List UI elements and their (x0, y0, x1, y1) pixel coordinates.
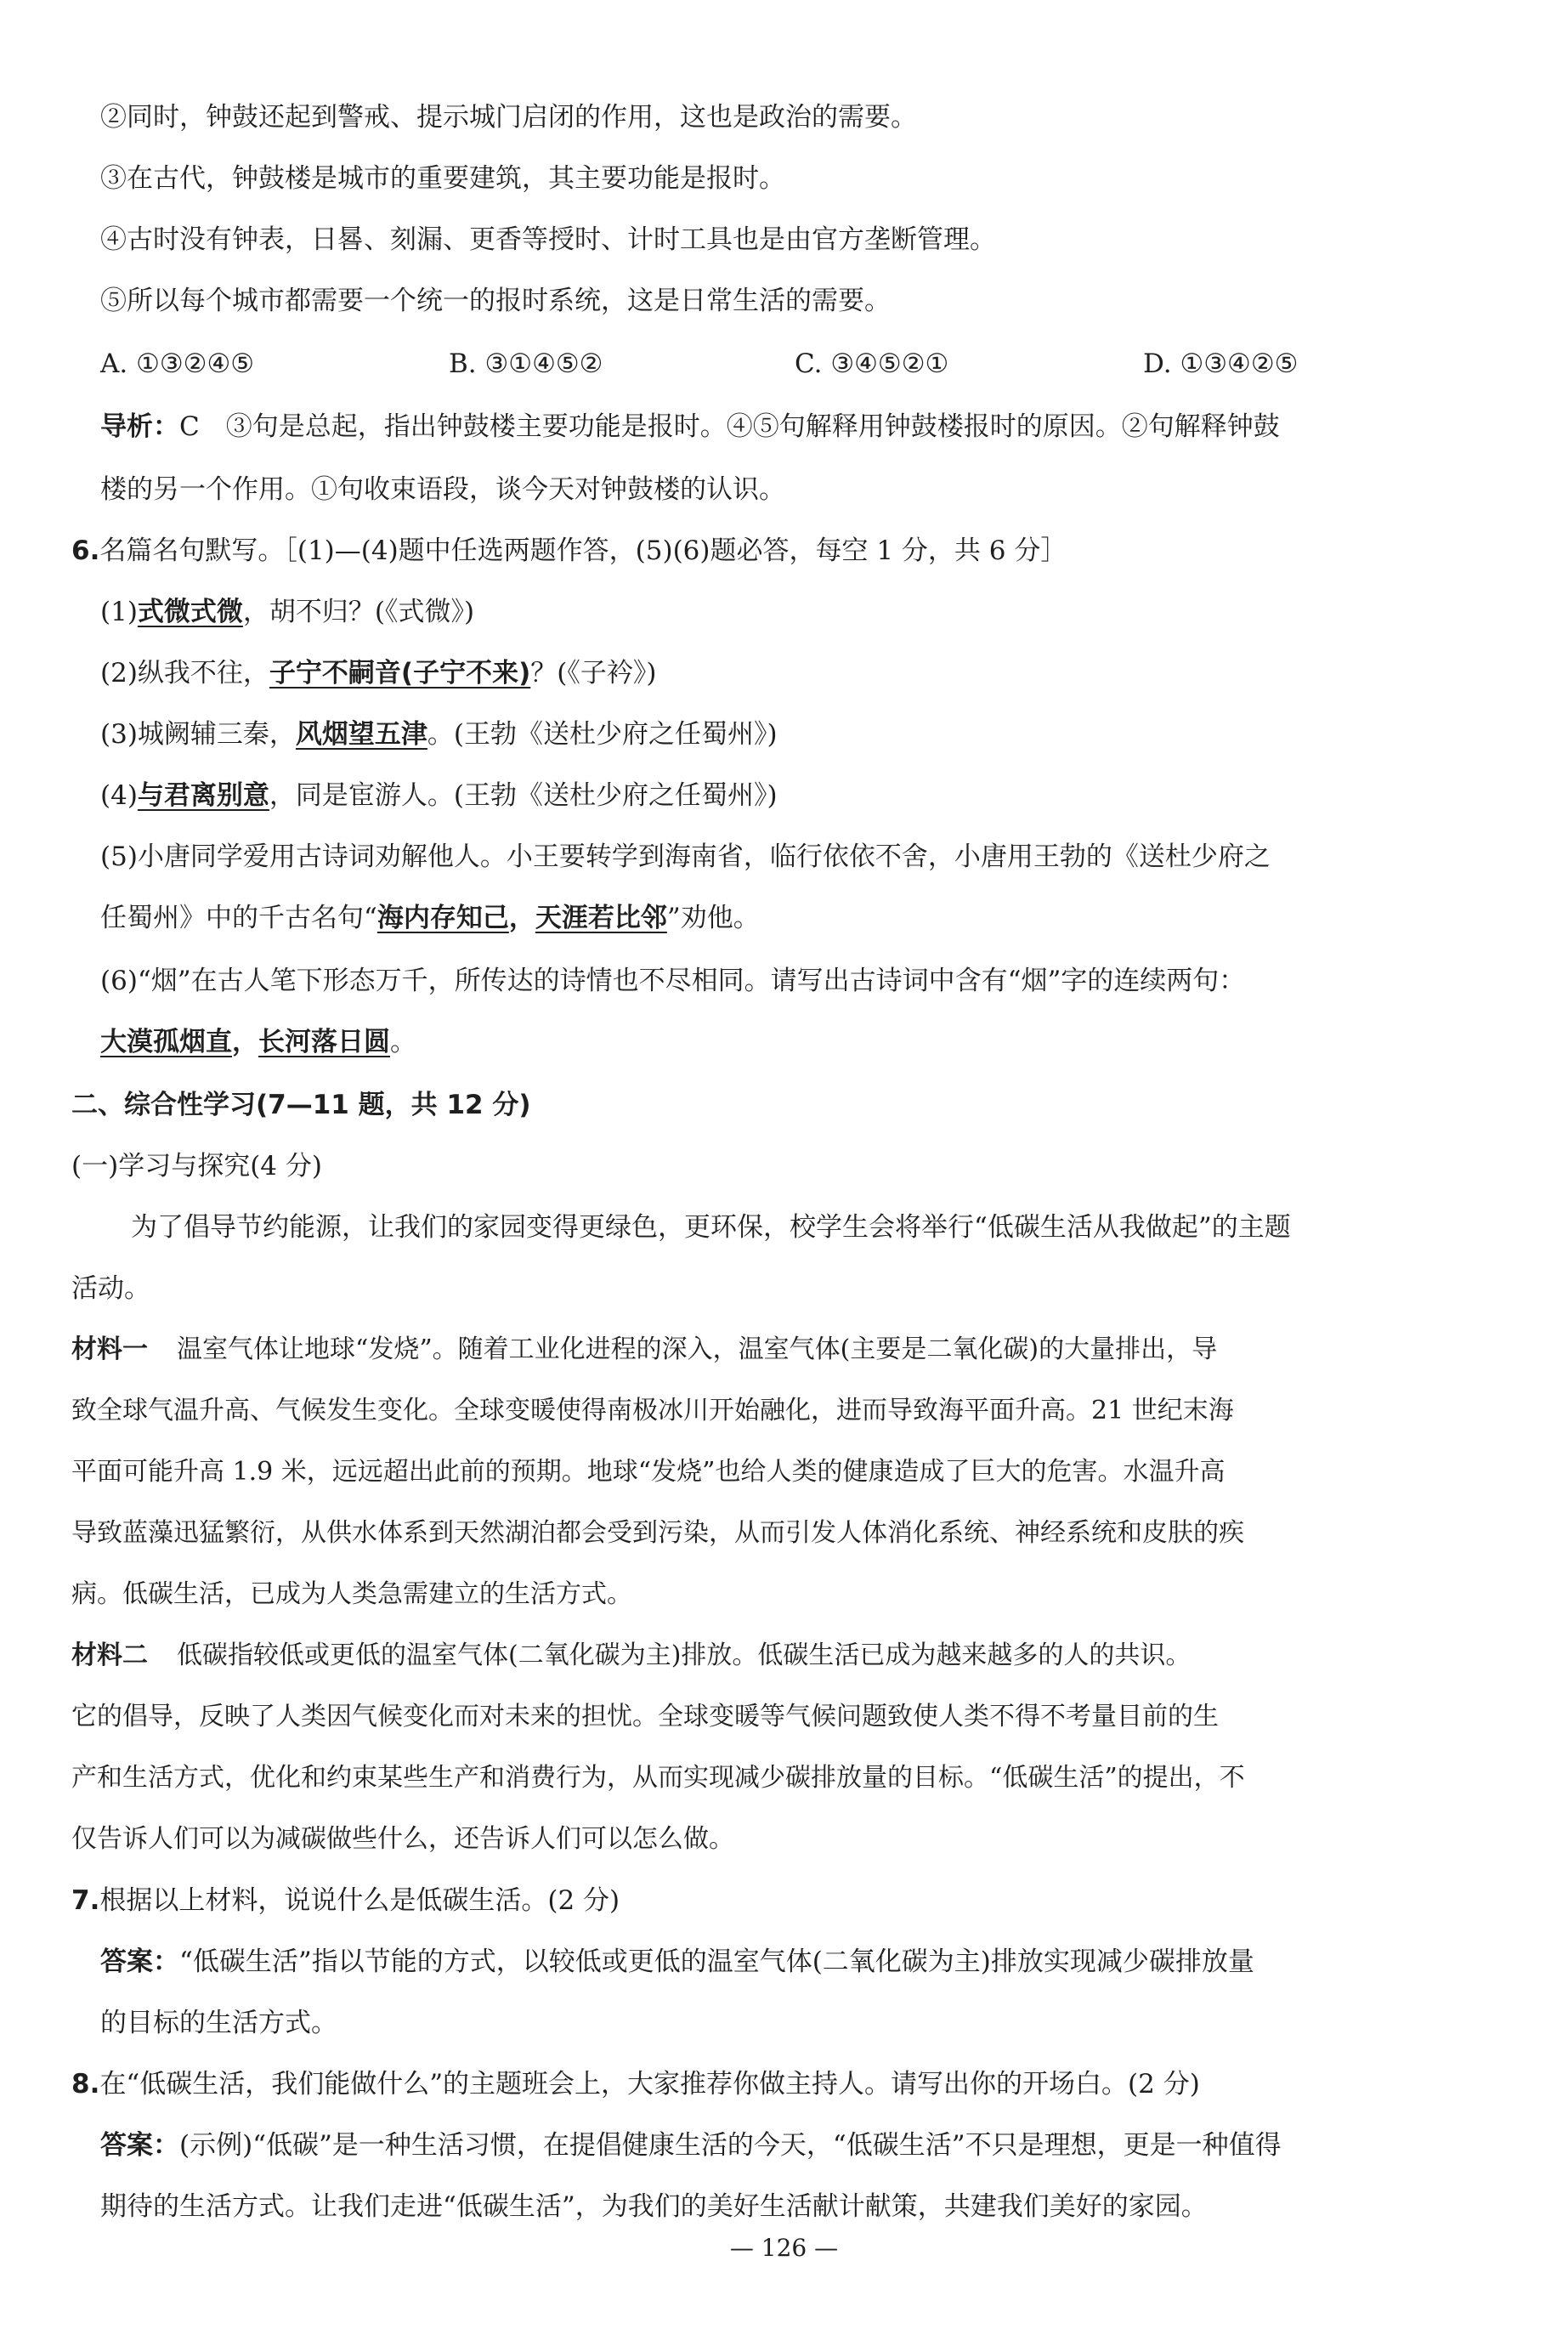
text: ，同是宦游人。(王勃《送杜少府之任蜀州》) (269, 780, 778, 811)
answer-label: 答案： (100, 1946, 179, 1977)
page-number: — 126 — (729, 2234, 839, 2262)
q5-analysis-line-2: 楼的另一个作用。①句收束语段，谈今天对钟鼓楼的认识。 (100, 474, 785, 505)
text: (3)城阙辅三秦， (100, 719, 296, 750)
text: 任蜀州》中的千古名句“ (100, 903, 377, 933)
material-1-line-4: 导致蓝藻迅猛繁衍，从供水体系到天然湖泊都会受到污染，从而引发人体消化系统、神经系统和皮肤的疾 (71, 1518, 1244, 1548)
answer-blank: 长河落日圆 (258, 1027, 390, 1057)
material-1-label: 材料一 (71, 1334, 148, 1364)
q8-stem (71, 2067, 1200, 2101)
q6-subquestion-4 (100, 779, 778, 813)
material-1-line-1 (71, 1333, 1217, 1367)
analysis-label: 导析： (100, 411, 179, 442)
text: 低碳指较低或更低的温室气体(二氧化碳为主)排放。低碳生活已成为越来越多的人的共识。 (177, 1640, 1192, 1670)
question-text: 名篇名句默写。［(1)—(4)题中任选两题作答，(5)(6)题必答，每空 1 分，共 6 分］ (99, 536, 1067, 566)
q6-subquestion-2 (100, 656, 656, 690)
text: 温室气体让地球“发烧”。随着工业化进程的深入，温室气体(主要是二氧化碳)的大量排出，导 (177, 1334, 1218, 1364)
q6-subquestion-6-line-2 (100, 1025, 416, 1059)
intro-line-1: 为了倡导节约能源，让我们的家园变得更绿色，更环保，校学生会将举行“低碳生活从我做起”的主题 (131, 1212, 1291, 1243)
section-2-title: 二、综合性学习(7—11 题，共 12 分) (71, 1090, 531, 1120)
q5-item-4: ④古时没有钟表，日晷、刻漏、更香等授时、计时工具也是由官方垄断管理。 (100, 224, 996, 255)
question-number: 6. (71, 536, 100, 566)
text: ？(《子衿》) (530, 658, 657, 688)
text: ”劝他。 (666, 903, 760, 933)
material-2-label: 材料二 (71, 1640, 148, 1670)
material-1-line-3: 平面可能升高 1.9 米，远远超出此前的预期。地球“发烧”也给人类的健康造成了巨大的危害。水温升高 (71, 1457, 1226, 1487)
q5-option-d: D. ①③④②⑤ (1143, 348, 1299, 379)
question-text: 在“低碳生活，我们能做什么”的主题班会上，大家推荐你做主持人。请写出你的开场白。(2 分) (99, 2069, 1200, 2100)
q6-stem (71, 534, 1067, 568)
q5-option-c: C. ③④⑤②① (795, 348, 949, 379)
answer-text: “低碳生活”指以节能的方式，以较低或更低的温室气体(二氧化碳为主)排放实现减少碳排放量 (179, 1946, 1254, 1977)
answer-text: (示例)“低碳”是一种生活习惯，在提倡健康生活的今天，“低碳生活”不只是理想，更是一种值得 (179, 2130, 1282, 2161)
question-number: 8. (71, 2069, 100, 2100)
text: (1) (100, 597, 138, 627)
answer-blank: 子宁不嗣音(子宁不来) (269, 658, 531, 688)
q6-subquestion-5-line-1: (5)小唐同学爱用古诗词劝解他人。小王要转学到海南省，临行依依不舍，小唐用王勃的《送杜少府之 (100, 842, 1271, 872)
answer-blank: 与君离别意 (137, 780, 269, 811)
answer-blank: 式微式微 (137, 597, 243, 627)
material-1-line-2: 致全球气温升高、气候发生变化。全球变暖使得南极冰川开始融化，进而导致海平面升高。21 世纪末海 (71, 1396, 1234, 1425)
q5-item-3: ③在古代，钟鼓楼是城市的重要建筑，其主要功能是报时。 (100, 163, 785, 194)
q7-answer-line-2: 的目标的生活方式。 (100, 2008, 337, 2038)
question-text: 根据以上材料，说说什么是低碳生活。(2 分) (99, 1885, 620, 1916)
text: ， (232, 1027, 258, 1057)
q5-item-2: ②同时，钟鼓还起到警戒、提示城门启闭的作用，这也是政治的需要。 (100, 102, 917, 133)
answer-blank: 大漠孤烟直 (100, 1027, 232, 1057)
material-2-line-1 (71, 1639, 1191, 1673)
q6-subquestion-6-line-1: (6)“烟”在古人笔下形态万千，所传达的诗情也不尽相同。请写出古诗词中含有“烟”字的连续两句： (100, 966, 1246, 996)
q6-subquestion-3 (100, 717, 778, 751)
text: ，胡不归？(《式微》) (242, 597, 475, 627)
material-2-line-2: 它的倡导，反映了人类因气候变化而对未来的担忧。全球变暖等气候问题致使人类不得不考量目前的生 (71, 1702, 1219, 1731)
material-1-line-5: 病。低碳生活，已成为人类急需建立的生活方式。 (71, 1579, 632, 1609)
material-2-line-4: 仅告诉人们可以为减碳做些什么，还告诉人们可以怎么做。 (71, 1824, 734, 1854)
section-2-subheading: (一)学习与探究(4 分) (71, 1151, 322, 1182)
material-2-line-3: 产和生活方式，优化和约束某些生产和消费行为，从而实现减少碳排放量的目标。“低碳生活”的提出，不 (71, 1763, 1245, 1793)
text: 。 (390, 1027, 416, 1057)
q5-option-a: A. ①③②④⑤ (100, 348, 255, 379)
q5-analysis-line-1 (100, 410, 1280, 444)
text: (4) (100, 780, 138, 811)
answer-label: 答案： (100, 2130, 179, 2161)
text: 。(王勃《送杜少府之任蜀州》) (427, 719, 778, 750)
text: ， (508, 903, 535, 933)
question-number: 7. (71, 1885, 100, 1916)
answer-blank: 风烟望五津 (295, 719, 427, 750)
q6-subquestion-5-line-2 (100, 901, 760, 935)
q6-subquestion-1 (100, 595, 474, 629)
q8-answer-line-2: 期待的生活方式。让我们走进“低碳生活”，为我们的美好生活献计献策，共建我们美好的家园。 (100, 2191, 1208, 2222)
text: (2)纵我不往， (100, 658, 269, 688)
q7-stem (71, 1884, 620, 1918)
q7-answer-line-1 (100, 1945, 1254, 1979)
analysis-text: C ③句是总起，指出钟鼓楼主要功能是报时。④⑤句解释用钟鼓楼报时的原因。②句解释钟鼓 (179, 411, 1280, 442)
answer-blank: 天涯若比邻 (535, 903, 667, 933)
q8-answer-line-1 (100, 2128, 1282, 2162)
q5-item-5: ⑤所以每个城市都需要一个统一的报时系统，这是日常生活的需要。 (100, 286, 891, 316)
intro-line-2: 活动。 (71, 1273, 150, 1304)
answer-blank: 海内存知己 (376, 903, 509, 933)
q5-option-b: B. ③①④⑤② (449, 348, 603, 379)
